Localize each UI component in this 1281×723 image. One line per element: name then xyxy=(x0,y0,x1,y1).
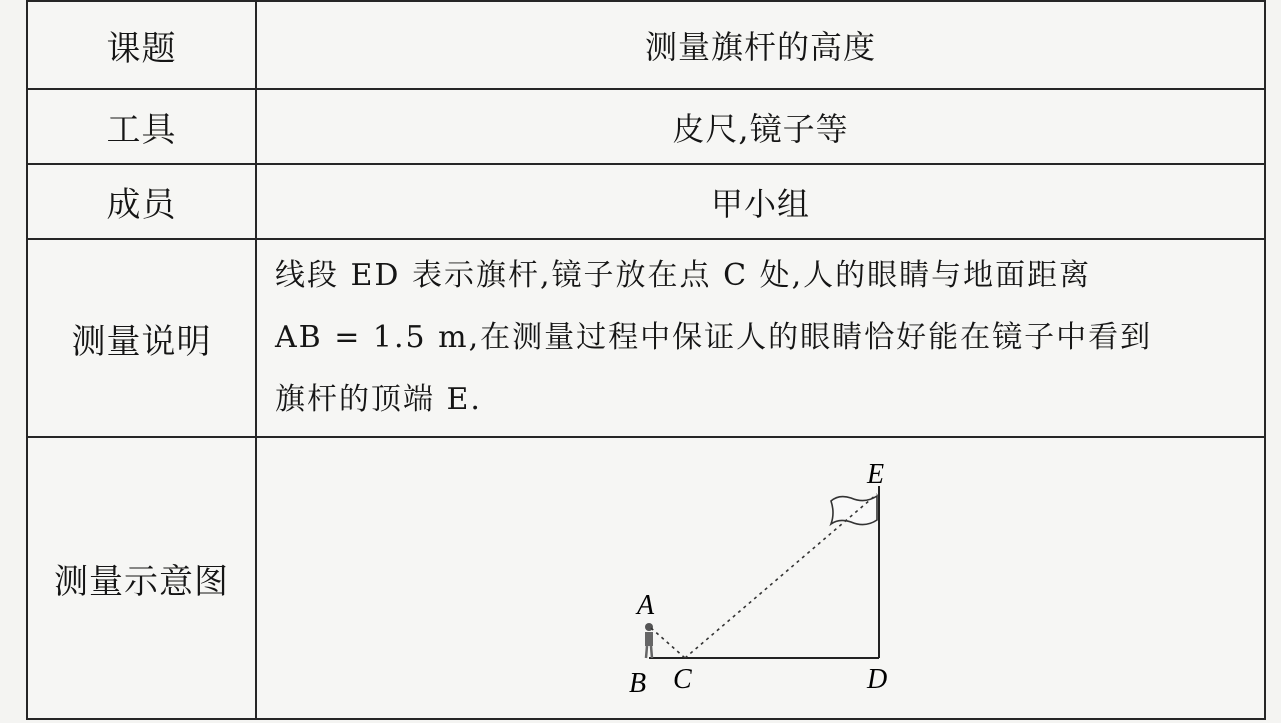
sightline-a-c xyxy=(651,628,685,658)
point-c-label: C xyxy=(673,664,692,695)
diagram-label: 测量示意图 xyxy=(27,437,256,719)
measurement-table xyxy=(26,0,1266,720)
diagram-cell xyxy=(256,437,1265,719)
point-d-label: D xyxy=(867,664,888,695)
description-line-1: 线段 ED 表示旗杆,镜子放在点 C 处,人的眼睛与地面距离 xyxy=(275,258,1092,293)
description-line-3: 旗杆的顶端 E. xyxy=(275,382,482,417)
description-line-2: AB = 1.5 m,在测量过程中保证人的眼睛恰好能在镜子中看到 xyxy=(275,320,1153,355)
members-label: 成员 xyxy=(27,164,256,239)
flag-shape xyxy=(831,496,877,525)
point-b-label: B xyxy=(629,668,647,699)
measurement-diagram xyxy=(257,438,1266,718)
topic-value: 测量旗杆的高度 xyxy=(256,1,1265,89)
description-text xyxy=(256,239,1265,437)
table-row-description xyxy=(27,239,1265,437)
table-row-diagram xyxy=(27,437,1265,719)
tools-value: 皮尺,镜子等 xyxy=(256,89,1265,164)
table-row-tools xyxy=(27,89,1265,164)
tools-label: 工具 xyxy=(27,89,256,164)
topic-label: 课题 xyxy=(27,1,256,89)
point-a-label: A xyxy=(637,590,655,621)
table-row-topic xyxy=(27,1,1265,89)
description-label: 测量说明 xyxy=(27,239,256,437)
members-value: 甲小组 xyxy=(256,164,1265,239)
point-e-label: E xyxy=(867,459,885,490)
table-row-members xyxy=(27,164,1265,239)
